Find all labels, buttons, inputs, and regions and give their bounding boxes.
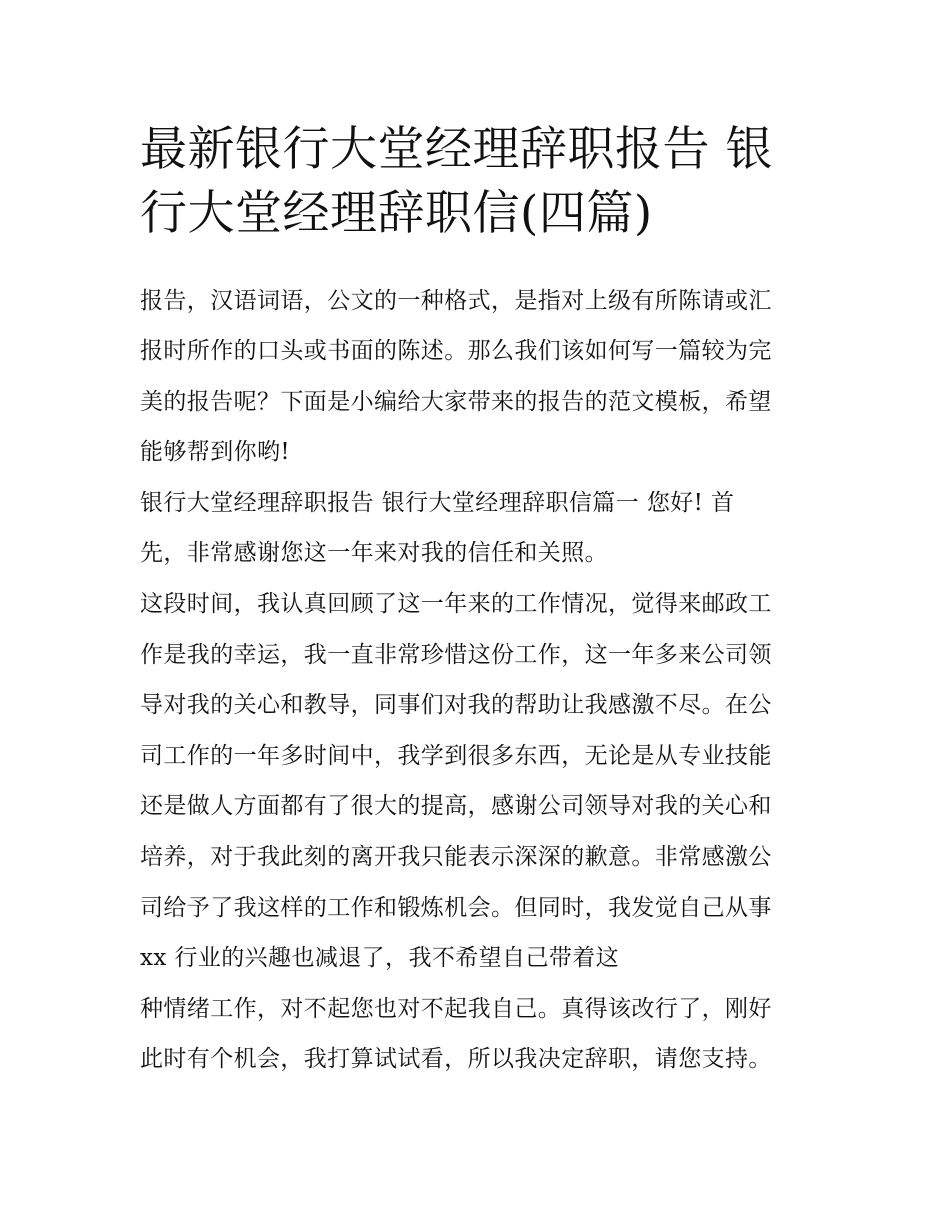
body-line-9: 导对我的关心和教导，同事们对我的帮助让我感激不尽。在公 [140,692,772,718]
body-line-16: 此时有个机会，我打算试试看，所以我决定辞职，请您支持。 [140,1046,772,1072]
document-title [140,118,820,246]
body-line-13: 司给予了我这样的工作和锻炼机会。但同时，我发觉自己从事 [140,895,772,921]
body-line-2: 报时所作的口头或书面的陈述。那么我们该如何写一篇较为完 [140,338,772,364]
body-line-7: 这段时间，我认真回顾了这一年来的工作情况，觉得来邮政工 [140,591,772,617]
title-line-2: 行大堂经理辞职信(四篇) [140,186,653,241]
body-line-5: 银行大堂经理辞职报告 银行大堂经理辞职信篇一 您好! 首 [140,490,735,516]
body-line-11: 还是做人方面都有了很大的提高，感谢公司领导对我的关心和 [140,793,772,819]
body-line-6: 先，非常感谢您这一年来对我的信任和关照。 [140,540,608,566]
title-line-1: 最新银行大堂经理辞职报告 银 [140,122,773,177]
body-line-10: 司工作的一年多时间中，我学到很多东西，无论是从专业技能 [140,743,772,769]
body-line-3: 美的报告呢？下面是小编给大家带来的报告的范文模板，希望 [140,389,772,415]
body-line-12: 培养，对于我此刻的离开我只能表示深深的歉意。非常感激公 [140,844,772,870]
body-line-8: 作是我的幸运，我一直非常珍惜这份工作，这一年多来公司领 [140,642,772,668]
body-line-15: 种情绪工作，对不起您也对不起我自己。真得该改行了，刚好 [140,996,772,1022]
body-line-1: 报告，汉语词语，公文的一种格式，是指对上级有所陈请或汇 [140,288,772,314]
body-line-4: 能够帮到你哟! [140,439,291,465]
body-line-14: xx 行业的兴趣也减退了，我不希望自己带着这 [140,945,620,971]
